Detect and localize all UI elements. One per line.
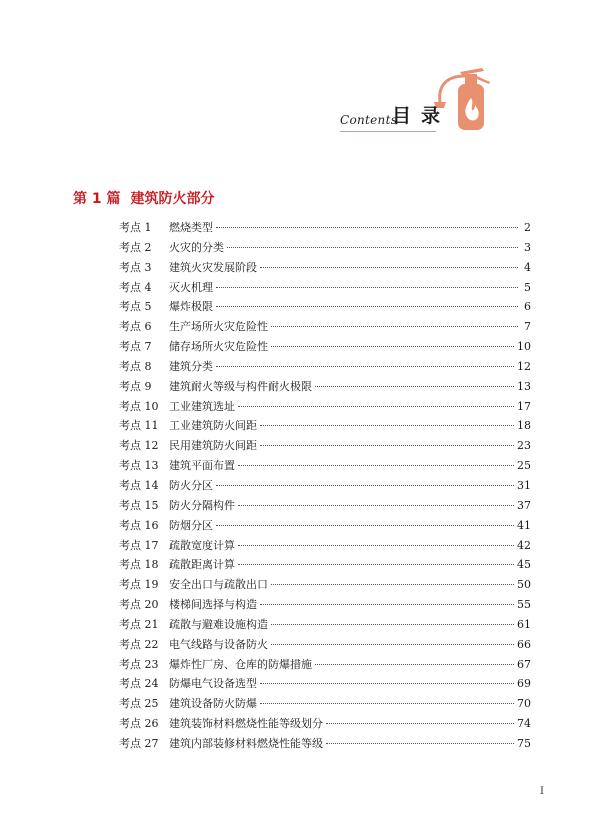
entry-page: 18 <box>517 419 531 433</box>
section-heading <box>73 188 215 208</box>
entry-number: 考点 10 <box>119 399 159 413</box>
entry-title: 防火分区 <box>169 478 213 492</box>
heading-divider <box>340 131 436 132</box>
toc-entry[interactable] <box>119 536 531 556</box>
toc-entry[interactable] <box>119 258 531 278</box>
entry-title: 疏散宽度计算 <box>169 538 235 552</box>
toc-entry[interactable] <box>119 377 531 397</box>
leader-dots <box>271 623 514 625</box>
toc-entry[interactable] <box>119 456 531 476</box>
entry-number: 考点 4 <box>119 280 152 294</box>
toc-entry[interactable] <box>119 416 531 436</box>
entry-number: 考点 16 <box>119 518 159 532</box>
entry-title: 火灾的分类 <box>169 240 224 254</box>
entry-number: 考点 13 <box>119 459 159 473</box>
footer-page-number: I <box>540 786 544 797</box>
entry-number: 考点 23 <box>119 657 159 671</box>
leader-dots <box>216 365 514 367</box>
entry-page: 4 <box>524 260 531 274</box>
entry-title: 建筑装饰材料燃烧性能等级划分 <box>169 717 323 731</box>
entry-page: 66 <box>517 637 531 651</box>
entry-number: 考点 9 <box>119 379 152 393</box>
toc-entry[interactable] <box>119 714 531 734</box>
entry-page: 6 <box>524 300 531 314</box>
toc-entry[interactable] <box>119 238 531 258</box>
toc-entry[interactable] <box>119 357 531 377</box>
entry-title: 建筑内部装修材料燃烧性能等级 <box>169 736 323 750</box>
entry-page: 41 <box>517 518 531 532</box>
leader-dots <box>260 266 518 268</box>
entry-page: 70 <box>517 697 531 711</box>
entry-number: 考点 11 <box>119 419 159 433</box>
entry-number: 考点 1 <box>119 221 152 234</box>
entry-title: 工业建筑选址 <box>169 399 235 413</box>
entry-title: 防爆电气设备选型 <box>169 677 257 691</box>
leader-dots <box>260 424 514 426</box>
toc-entry[interactable] <box>119 615 531 635</box>
entry-page: 7 <box>524 320 531 334</box>
entry-title: 建筑火灾发展阶段 <box>169 260 257 274</box>
entry-number: 考点 26 <box>119 717 159 731</box>
entry-page: 37 <box>517 498 531 512</box>
entry-number: 考点 19 <box>119 578 159 592</box>
leader-dots <box>238 464 514 466</box>
leader-dots <box>227 246 518 248</box>
leader-dots <box>216 226 518 228</box>
entry-title: 民用建筑防火间距 <box>169 439 257 453</box>
leader-dots <box>238 544 514 546</box>
entry-number: 考点 21 <box>119 617 159 631</box>
entry-title: 防烟分区 <box>169 518 213 532</box>
toc-entry[interactable] <box>119 575 531 595</box>
entry-page: 69 <box>517 677 531 691</box>
entry-page: 3 <box>524 240 531 254</box>
entry-title: 建筑耐火等级与构件耐火极限 <box>169 379 312 393</box>
leader-dots <box>216 305 518 307</box>
leader-dots <box>326 722 514 724</box>
toc-entry[interactable] <box>119 674 531 694</box>
entry-page: 17 <box>517 399 531 413</box>
toc-entry[interactable] <box>119 476 531 496</box>
toc-title: 目录 <box>392 105 451 127</box>
entry-number: 考点 25 <box>119 697 159 711</box>
entry-title: 电气线路与设备防火 <box>169 637 268 651</box>
entry-title: 生产场所火灾危险性 <box>169 320 268 334</box>
toc-heading <box>340 100 460 130</box>
entry-page: 75 <box>517 736 531 750</box>
entry-page: 31 <box>517 478 531 492</box>
leader-dots <box>315 663 514 665</box>
entry-page: 74 <box>517 717 531 731</box>
entry-number: 考点 5 <box>119 300 152 314</box>
leader-dots <box>216 286 518 288</box>
entry-number: 考点 20 <box>119 598 159 612</box>
toc-entry[interactable] <box>119 317 531 337</box>
entry-number: 考点 7 <box>119 340 152 354</box>
section-name: 建筑防火部分 <box>130 191 215 207</box>
entry-title: 爆炸性厂房、仓库的防爆措施 <box>169 657 312 671</box>
toc-entry[interactable] <box>119 655 531 675</box>
entry-number: 考点 6 <box>119 320 152 334</box>
toc-entry[interactable] <box>119 635 531 655</box>
toc-entry[interactable] <box>119 496 531 516</box>
entry-title: 防火分隔构件 <box>169 498 235 512</box>
toc-entry[interactable] <box>119 397 531 417</box>
entry-title: 建筑分类 <box>169 359 213 373</box>
leader-dots <box>238 563 514 565</box>
toc-entry[interactable] <box>119 337 531 357</box>
entry-title: 燃烧类型 <box>169 221 213 234</box>
entry-number: 考点 15 <box>119 498 159 512</box>
entry-title: 疏散距离计算 <box>169 558 235 572</box>
entry-number: 考点 17 <box>119 538 159 552</box>
entry-number: 考点 2 <box>119 240 152 254</box>
entry-number: 考点 24 <box>119 677 159 691</box>
page-header <box>0 0 600 150</box>
entry-number: 考点 27 <box>119 736 159 750</box>
entry-page: 42 <box>517 538 531 552</box>
entry-number: 考点 22 <box>119 637 159 651</box>
section-number: 第 1 篇 <box>73 191 121 207</box>
entry-number: 考点 18 <box>119 558 159 572</box>
toc-entry[interactable] <box>119 555 531 575</box>
entry-title: 安全出口与疏散出口 <box>169 578 268 592</box>
toc-entry[interactable] <box>119 218 531 238</box>
entry-title: 建筑平面布置 <box>169 459 235 473</box>
entry-page: 61 <box>517 617 531 631</box>
entry-number: 考点 3 <box>119 260 152 274</box>
toc-entry[interactable] <box>119 278 531 298</box>
leader-dots <box>271 345 514 347</box>
entry-number: 考点 14 <box>119 478 159 492</box>
toc-entry[interactable] <box>119 694 531 714</box>
entry-page: 67 <box>517 657 531 671</box>
leader-dots <box>238 504 514 506</box>
toc-entry[interactable] <box>119 734 531 754</box>
leader-dots <box>260 603 514 605</box>
entry-page: 13 <box>517 379 531 393</box>
entry-page: 5 <box>524 280 531 294</box>
toc-entry[interactable] <box>119 436 531 456</box>
entry-page: 50 <box>517 578 531 592</box>
leader-dots <box>260 702 514 704</box>
leader-dots <box>271 643 514 645</box>
entry-page: 2 <box>524 221 531 234</box>
leader-dots <box>326 742 514 744</box>
leader-dots <box>216 524 514 526</box>
entry-title: 楼梯间选择与构造 <box>169 598 257 612</box>
leader-dots <box>271 583 514 585</box>
contents-label: Contents <box>340 113 398 127</box>
leader-dots <box>238 405 514 407</box>
leader-dots <box>260 682 514 684</box>
leader-dots <box>260 444 514 446</box>
toc-list <box>119 218 531 754</box>
entry-page: 23 <box>517 439 531 453</box>
entry-title: 储存场所火灾危险性 <box>169 340 268 354</box>
entry-number: 考点 12 <box>119 439 159 453</box>
leader-dots <box>271 325 518 327</box>
entry-number: 考点 8 <box>119 359 152 373</box>
toc-entry[interactable] <box>119 516 531 536</box>
entry-page: 10 <box>517 340 531 354</box>
entry-page: 55 <box>517 598 531 612</box>
toc-entry[interactable] <box>119 297 531 317</box>
entry-title: 工业建筑防火间距 <box>169 419 257 433</box>
entry-page: 45 <box>517 558 531 572</box>
leader-dots <box>315 385 514 387</box>
entry-title: 爆炸极限 <box>169 300 213 314</box>
entry-title: 疏散与避难设施构造 <box>169 617 268 631</box>
toc-entry[interactable] <box>119 595 531 615</box>
entry-page: 12 <box>517 359 531 373</box>
leader-dots <box>216 484 514 486</box>
entry-page: 25 <box>517 459 531 473</box>
entry-title: 建筑设备防火防爆 <box>169 697 257 711</box>
entry-title: 灭火机理 <box>169 280 213 294</box>
